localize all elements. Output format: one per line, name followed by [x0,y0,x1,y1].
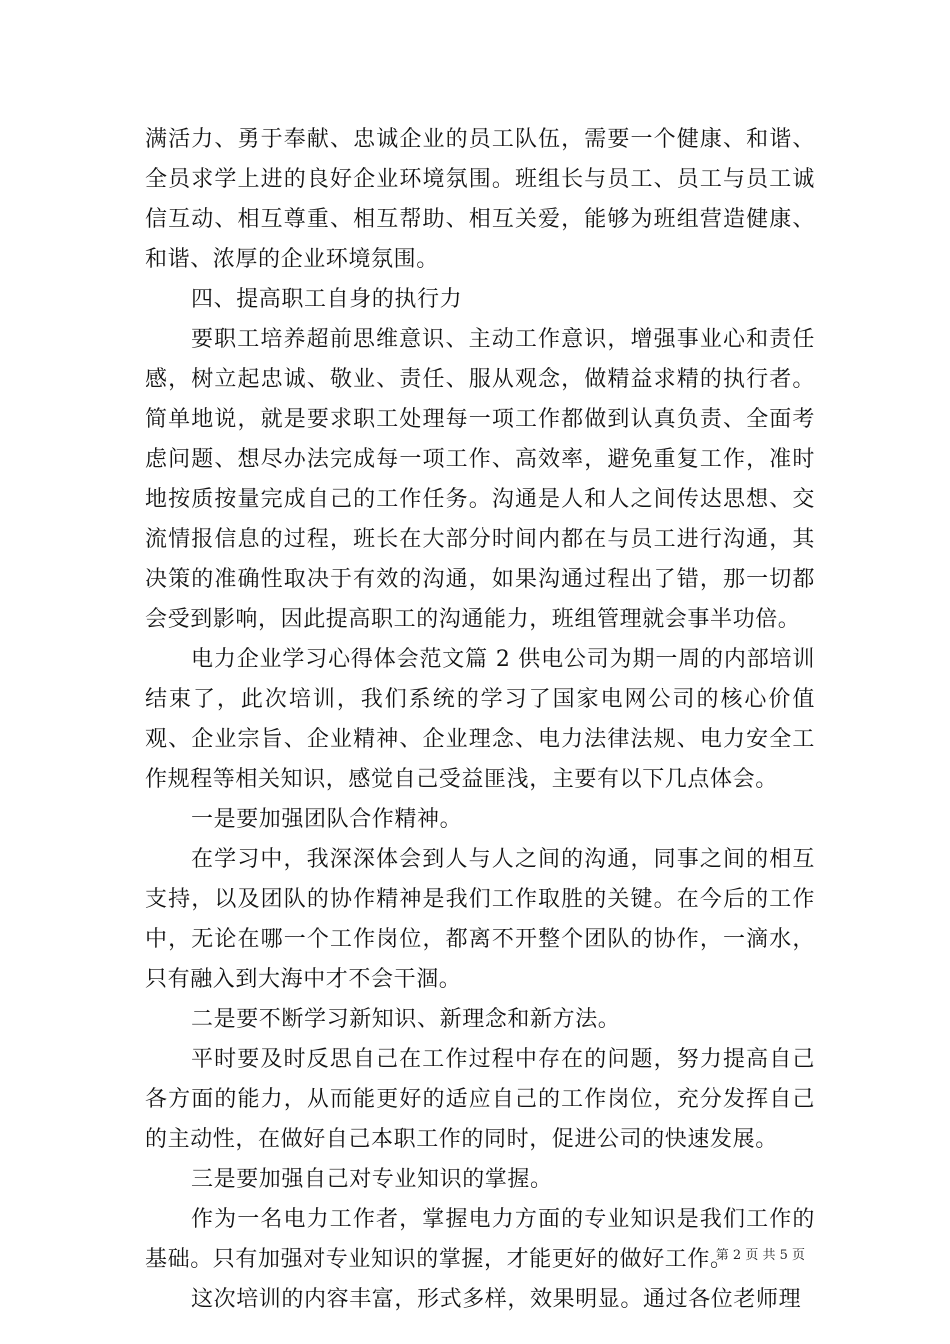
page-number-label: 第 2 页 共 5 页 [715,1248,805,1263]
paragraph: 电力企业学习心得体会范文篇 2 供电公司为期一周的内部培训结束了，此次培训，我们系统的学习了国家电网公司的核心价值观、企业宗旨、企业精神、企业理念、电力法律法规、电力安全工作规程等相关知识，感觉自己受益匪浅，主要有以下几点体会。 [145,647,815,792]
paragraph: 这次培训的内容丰富，形式多样，效果明显。通过各位老师理 [191,1287,802,1312]
section-heading: 三是要加强自己对专业知识的掌握。 [191,1167,553,1192]
paragraph: 作为一名电力工作者，掌握电力方面的专业知识是我们工作的基础。只有加强对专业知识的掌握，才能更好的做好工作。 [145,1207,815,1272]
paragraph: 要职工培养超前思维意识、主动工作意识，增强事业心和责任感，树立起忠诚、敬业、责任、服从观念，做精益求精的执行者。简单地说，就是要求职工处理每一项工作都做到认真负责、全面考虑问题、想尽办法完成每一项工作、高效率，避免重复工作，准时地按质按量完成自己的工作任务。沟通是人和人之间传达思想、交流情报信息的过程，班长在大部分时间内都在与员工进行沟通，其决策的准确性取决于有效的沟通，如果沟通过程出了错，那一切都会受到影响，因此提高职工的沟通能力，班组管理就会事半功倍。 [145,327,815,632]
section-heading: 四、提高职工自身的执行力 [191,287,463,312]
page-number-footer [716,1248,805,1264]
section-heading: 二是要不断学习新知识、新理念和新方法。 [191,1007,621,1032]
section-heading: 一是要加强团队合作精神。 [191,807,463,832]
document-body [145,120,815,1320]
paragraph: 满活力、勇于奉献、忠诚企业的员工队伍，需要一个健康、和谐、全员求学上进的良好企业环境氛围。班组长与员工、员工与员工诚信互动、相互尊重、相互帮助、相互关爱，能够为班组营造健康、和谐、浓厚的企业环境氛围。 [145,127,815,272]
paragraph: 平时要及时反思自己在工作过程中存在的问题，努力提高自己各方面的能力，从而能更好的适应自己的工作岗位，充分发挥自己的主动性，在做好自己本职工作的同时，促进公司的快速发展。 [145,1047,815,1152]
paragraph: 在学习中，我深深体会到人与人之间的沟通，同事之间的相互支持，以及团队的协作精神是我们工作取胜的关键。在今后的工作中，无论在哪一个工作岗位，都离不开整个团队的协作，一滴水，只有融入到大海中才不会干涸。 [145,847,815,992]
